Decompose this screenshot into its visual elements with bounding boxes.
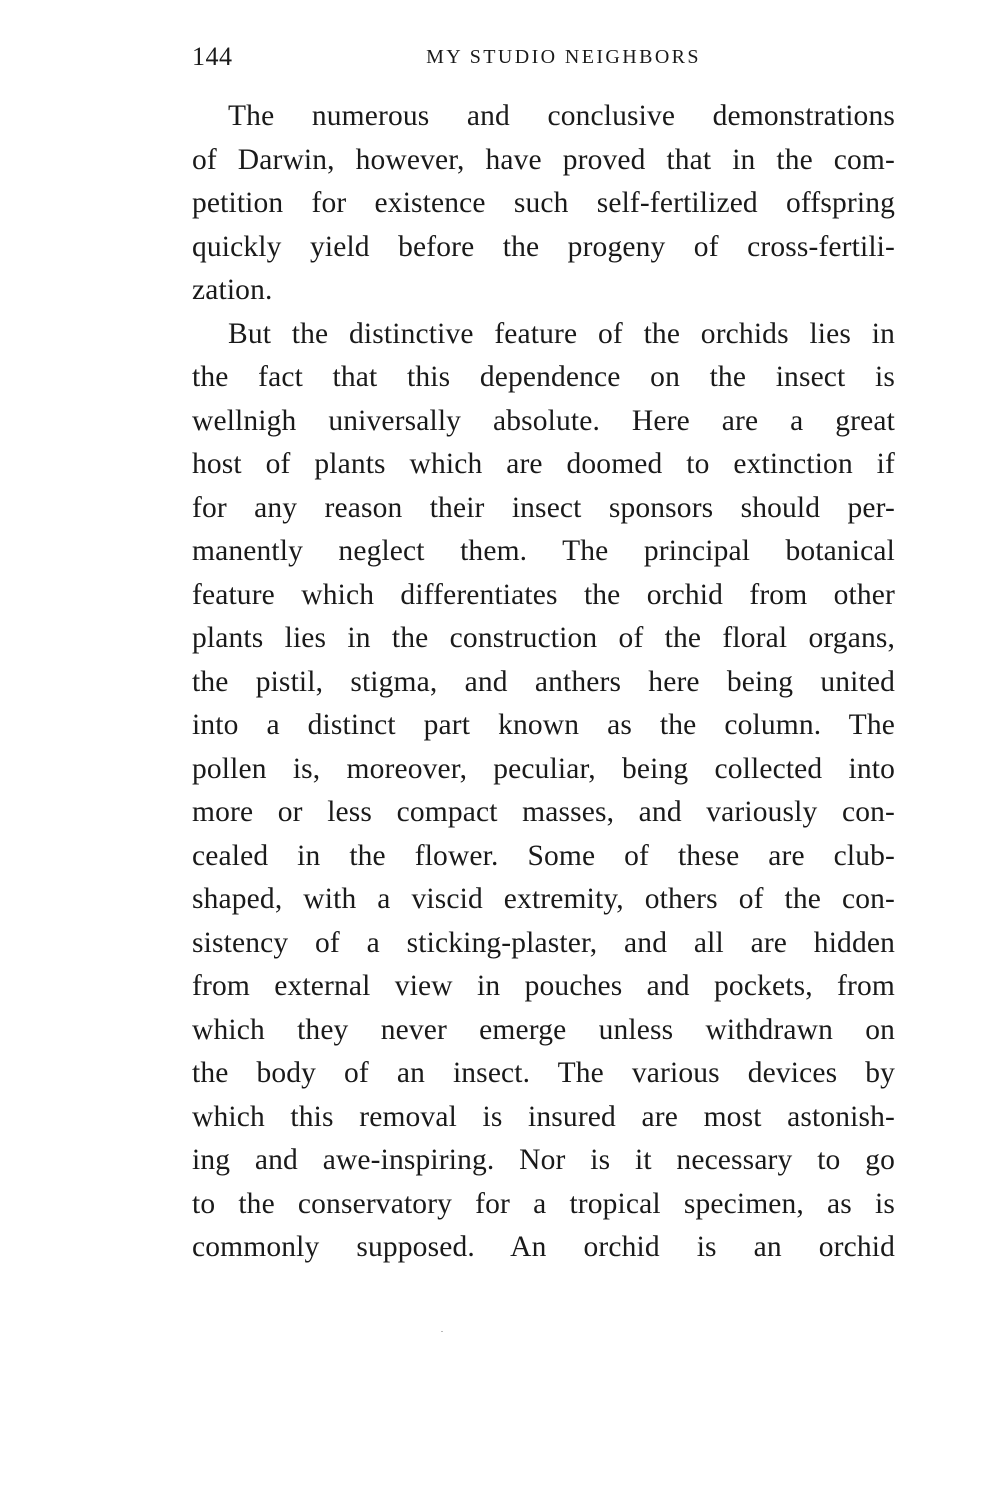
text-line-23: the body of an insect. The various devices by	[192, 1057, 895, 1089]
text-line-4: quickly yield before the progeny of cross-fertili-	[192, 230, 895, 263]
text-line-22: which they never emerge unless withdrawn on	[192, 1013, 895, 1046]
text-line-24: which this removal is insured are most astonish-	[192, 1100, 895, 1133]
text-line-3: petition for existence such self-fertilized offspring	[192, 187, 895, 219]
text-line-20: sistency of a sticking-plaster, and all are hidden	[192, 926, 895, 959]
text-line-8: wellnigh universally absolute. Here are a great	[192, 404, 895, 437]
text-line-10: for any reason their insect sponsors should per-	[192, 491, 895, 524]
text-line-6: But the distinctive feature of the orchids lies in	[228, 317, 895, 350]
text-line-17: more or less compact masses, and variously con-	[192, 796, 895, 828]
text-line-15: into a distinct part known as the column. The	[192, 709, 895, 741]
text-line-25: ing and awe-inspiring. Nor is it necessary to go	[192, 1144, 895, 1176]
text-line-13: plants lies in the construction of the floral organs,	[192, 622, 895, 654]
text-line-27: commonly supposed. An orchid is an orchid	[192, 1231, 895, 1263]
paper-speck	[441, 1331, 443, 1332]
text-line-5: zation.	[192, 274, 273, 306]
text-line-11: manently neglect them. The principal botanical	[192, 535, 895, 567]
body-text	[192, 95, 895, 1270]
text-line-12: feature which differentiates the orchid from other	[192, 578, 895, 611]
text-line-2: of Darwin, however, have proved that in the com-	[192, 143, 895, 176]
text-line-21: from external view in pouches and pockets, from	[192, 970, 895, 1002]
text-line-7: the fact that this dependence on the insect is	[192, 361, 895, 393]
text-line-9: host of plants which are doomed to extinction if	[192, 448, 895, 480]
running-head	[192, 42, 895, 78]
text-line-19: shaped, with a viscid extremity, others of the con-	[192, 883, 895, 915]
text-line-1: The numerous and conclusive demonstrations	[228, 100, 895, 132]
text-line-18: cealed in the flower. Some of these are club-	[192, 839, 895, 872]
text-line-16: pollen is, moreover, peculiar, being collected into	[192, 752, 895, 785]
running-title: MY STUDIO NEIGHBORS	[426, 46, 701, 68]
page-number: 144	[192, 42, 233, 71]
text-line-26: to the conservatory for a tropical specimen, as is	[192, 1187, 895, 1220]
text-line-14: the pistil, stigma, and anthers here being united	[192, 665, 895, 698]
